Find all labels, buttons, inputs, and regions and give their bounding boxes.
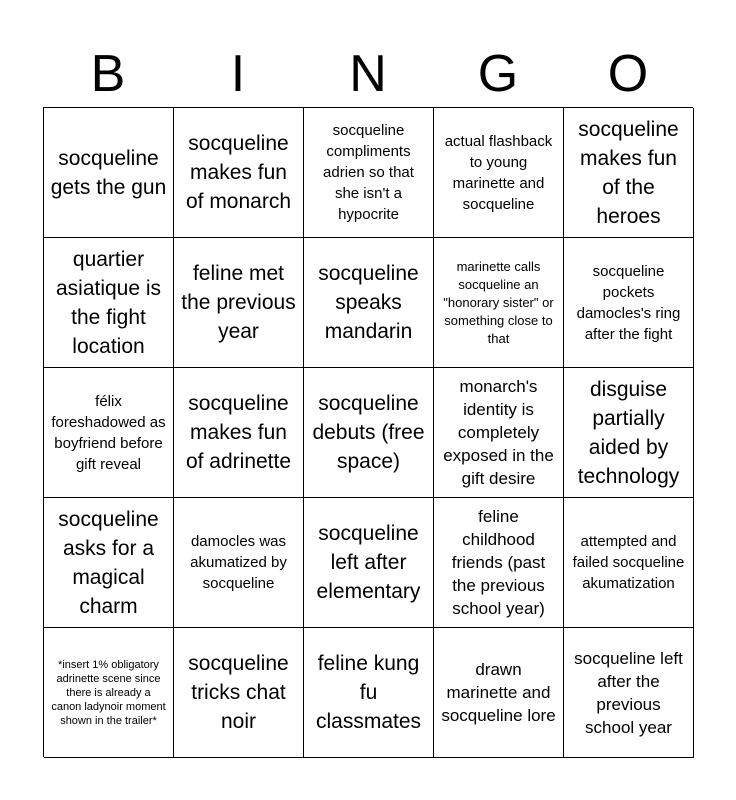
- bingo-cell[interactable]: [434, 238, 564, 368]
- bingo-cell[interactable]: [564, 238, 694, 368]
- bingo-cell[interactable]: [44, 628, 174, 758]
- bingo-cell[interactable]: [434, 628, 564, 758]
- cell-text: feline childhood friends (past the previous school year): [451, 507, 546, 618]
- cell-text: socqueline gets the gun: [50, 146, 167, 199]
- cell-text: socqueline debuts (free space): [312, 392, 425, 473]
- cell-text: disguise partially aided by technology: [577, 377, 680, 488]
- bingo-cell[interactable]: [174, 108, 304, 238]
- cell-text: actual flashback to young marinette and socqueline: [444, 132, 553, 213]
- bingo-cell[interactable]: [44, 368, 174, 498]
- bingo-cell[interactable]: [564, 368, 694, 498]
- cell-text: socqueline tricks chat noir: [188, 652, 289, 733]
- cell-text: socqueline pockets damocles's ring after the fight: [576, 262, 681, 343]
- cell-text: drawn marinette and socqueline lore: [441, 660, 556, 725]
- bingo-cell[interactable]: [304, 108, 434, 238]
- cell-text: marinette calls socqueline an "honorary sister" or something close to that: [443, 258, 554, 346]
- bingo-cell[interactable]: [304, 498, 434, 628]
- bingo-cell[interactable]: [174, 628, 304, 758]
- cell-text: damocles was akumatized by socqueline: [190, 533, 287, 592]
- header-letter-b: B: [90, 45, 126, 103]
- cell-text: socqueline speaks mandarin: [318, 262, 419, 343]
- bingo-cell[interactable]: [434, 368, 564, 498]
- bingo-cell[interactable]: [304, 628, 434, 758]
- header-letter-i: I: [230, 45, 246, 103]
- cell-text: socqueline left after elementary: [316, 522, 421, 603]
- cell-text: feline kung fu classmates: [315, 652, 422, 733]
- bingo-cell[interactable]: [174, 238, 304, 368]
- cell-text: *insert 1% obligatory adrinette scene since there is already a canon ladynoir moment shown in the trailer*: [51, 658, 166, 727]
- header-letter-n: N: [349, 45, 387, 103]
- cell-text: socqueline compliments adrien so that she isn't a hypocrite: [323, 122, 414, 223]
- cell-text: attempted and failed socqueline akumatization: [572, 533, 685, 592]
- cell-text: quartier asiatique is the fight location: [55, 247, 162, 358]
- bingo-cell[interactable]: [434, 498, 564, 628]
- bingo-cell[interactable]: [564, 108, 694, 238]
- bingo-grid: [43, 107, 693, 757]
- cell-text: socqueline makes fun of the heroes: [578, 117, 679, 228]
- bingo-cell[interactable]: [44, 108, 174, 238]
- bingo-cell[interactable]: [174, 368, 304, 498]
- bingo-cell-free-space[interactable]: [304, 368, 434, 498]
- bingo-header: [43, 40, 693, 108]
- header-letter-o: O: [607, 45, 649, 103]
- header-letter-g: G: [477, 45, 519, 103]
- bingo-cell[interactable]: [304, 238, 434, 368]
- cell-text: feline met the previous year: [181, 262, 296, 343]
- cell-text: socqueline makes fun of adrinette: [185, 392, 292, 473]
- bingo-cell[interactable]: [564, 498, 694, 628]
- cell-text: socqueline makes fun of monarch: [185, 132, 292, 213]
- bingo-cell[interactable]: [434, 108, 564, 238]
- bingo-cell[interactable]: [174, 498, 304, 628]
- cell-text: socqueline asks for a magical charm: [58, 507, 159, 618]
- cell-text: socqueline left after the previous school year: [574, 648, 683, 737]
- bingo-cell[interactable]: [564, 628, 694, 758]
- bingo-cell[interactable]: [44, 498, 174, 628]
- cell-text: monarch's identity is completely exposed in the gift desire: [443, 377, 554, 488]
- cell-text: félix foreshadowed as boyfriend before gift reveal: [51, 392, 166, 473]
- bingo-cell[interactable]: [44, 238, 174, 368]
